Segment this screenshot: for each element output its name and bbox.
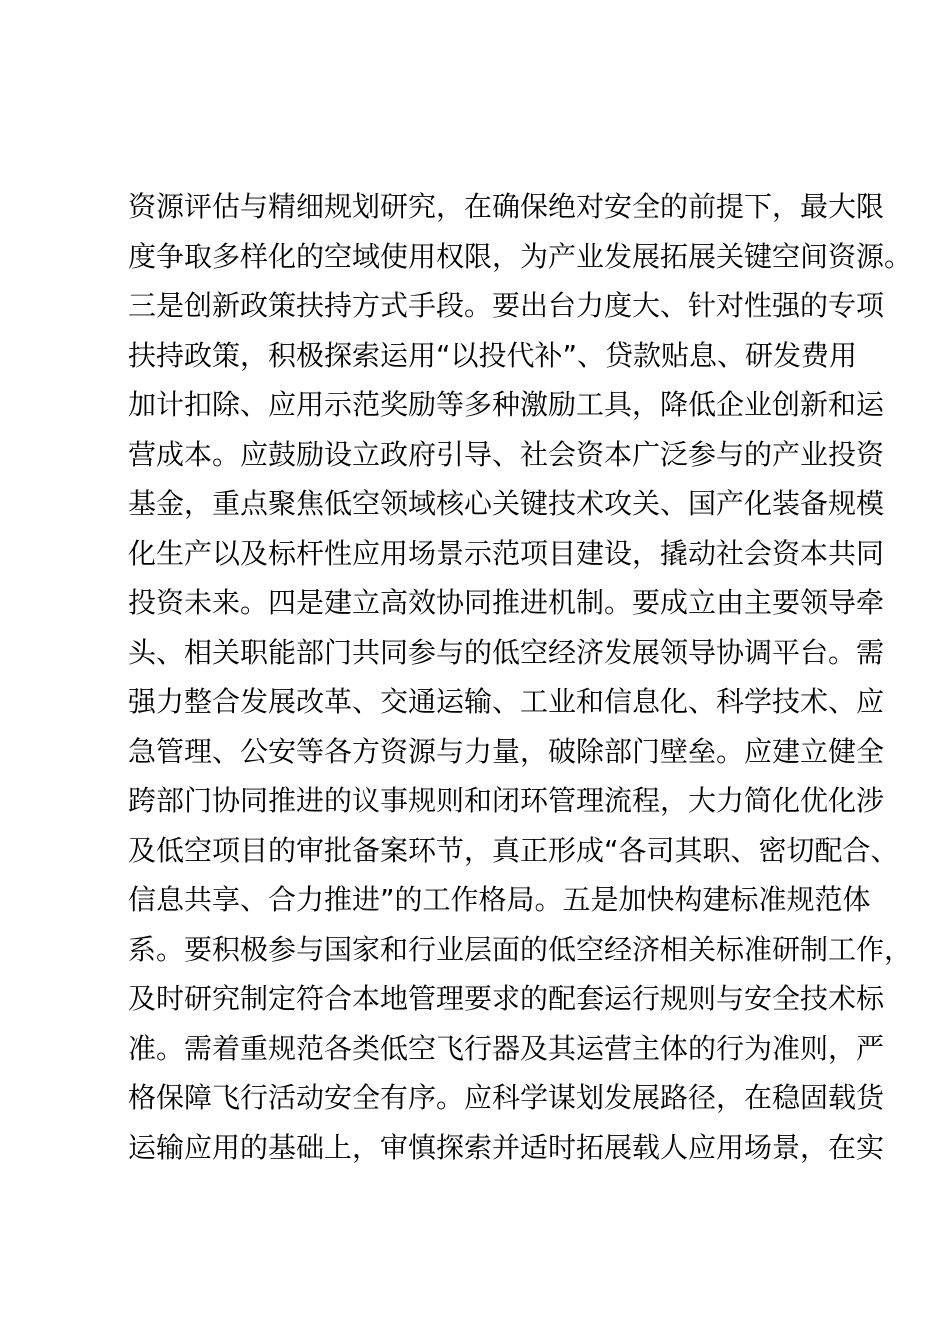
text-line: 资源评估与精细规划研究，在确保绝对安全的前提下，最大限 [128, 190, 885, 223]
text-line: 格保障飞行活动安全有序。应科学谋划发展路径，在稳固载货 [128, 1081, 885, 1114]
text-line: 及时研究制定符合本地管理要求的配套运行规则与安全技术标 [128, 982, 885, 1015]
text-line: 运输应用的基础上，审慎探索并适时拓展载人应用场景，在实 [128, 1130, 885, 1164]
text-line: 度争取多样化的空域使用权限，为产业发展拓展关键空间资源。 [128, 239, 913, 273]
text-line: 三是创新政策扶持方式手段。要出台力度大、针对性强的专项 [128, 289, 885, 322]
text-line: 跨部门协同推进的议事规则和闭环管理流程，大力简化优化涉 [128, 784, 885, 817]
text-line: 及低空项目的审批备案环节，真正形成“各司其职、密切配合、 [128, 833, 899, 867]
body-paragraph [128, 182, 913, 1172]
text-line: 准。需着重规范各类低空飞行器及其运营主体的行为准则，严 [128, 1031, 885, 1065]
text-line: 信息共享、合力推进”的工作格局。五是加快构建标准规范体 [128, 883, 871, 916]
text-line: 急管理、公安等各方资源与力量，破除部门壁垒。应建立健全 [128, 734, 885, 768]
text-line: 系。要积极参与国家和行业层面的低空经济相关标准研制工作， [128, 932, 913, 966]
text-line: 基金，重点聚焦低空领域核心关键技术攻关、国产化装备规模 [128, 487, 885, 520]
text-line: 加计扣除、应用示范奖励等多种激励工具，降低企业创新和运 [128, 388, 885, 421]
text-line: 投资未来。四是建立高效协同推进机制。要成立由主要领导牵 [128, 586, 885, 619]
text-line: 头、相关职能部门共同参与的低空经济发展领导协调平台。需 [128, 635, 885, 669]
text-line: 化生产以及标杆性应用场景示范项目建设，撬动社会资本共同 [128, 536, 885, 570]
text-line: 强力整合发展改革、交通运输、工业和信息化、科学技术、应 [128, 685, 885, 718]
text-line: 营成本。应鼓励设立政府引导、社会资本广泛参与的产业投资 [128, 437, 885, 471]
text-line: 扶持政策，积极探索运用“以投代补”、贷款贴息、研发费用 [128, 338, 858, 372]
